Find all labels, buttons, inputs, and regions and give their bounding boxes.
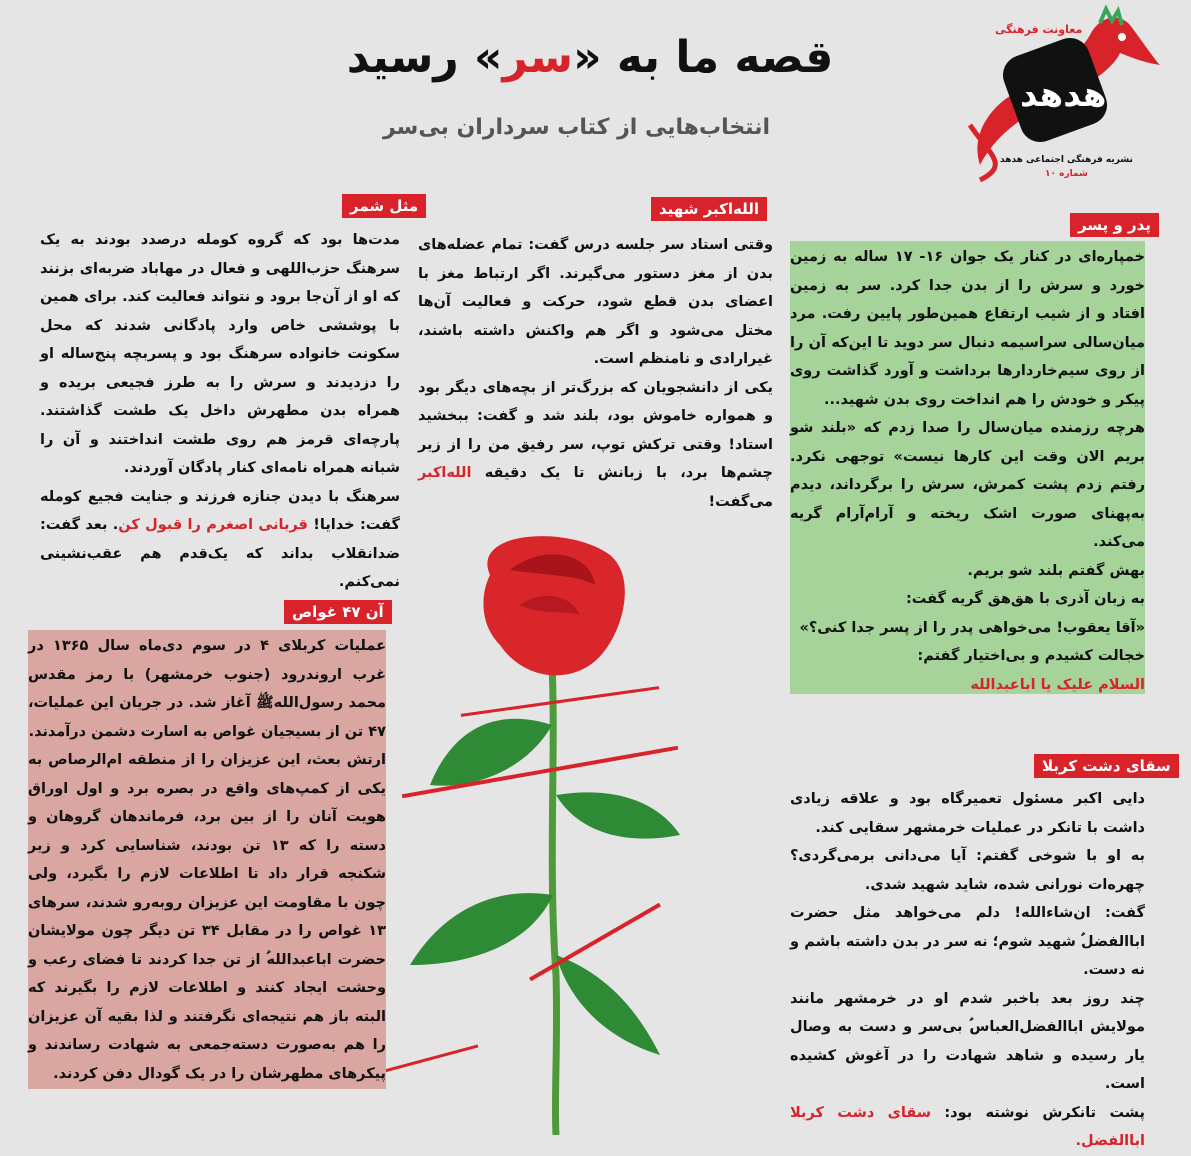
section-body-saqqa [790,785,1145,1156]
paragraph: گفت: ان‌شاءالله! دلم می‌خواهد مثل حضرت اباالفضل‌ؑ شهید شوم؛ نه سر در بدن داشته باشم و نه دست. [790,905,1145,978]
page-subtitle: انتخاب‌هایی از کتاب سرداران بی‌سر [383,115,770,140]
paragraph: السلام علیک یا اباعبدالله [970,676,1145,693]
paragraph: وقتی استاد سر جلسه درس گفت: تمام عضله‌های بدن از مغز دستور می‌گیرند. اگر ارتباط مغز با اعضای بدن قطع شود، حرکت و فعالیت آن‌ها مختل می‌شود و اگر هم واکنش داشته باشند، غیرارادی و نامنظم است. [418,237,773,367]
paragraph: مدت‌ها بود که گروه کومله درصدد بودند به یک سرهنگ حزب‌اللهی و فعال در مهاباد ضربه‌ای بزنند که او از آن‌جا برود و نتواند فعالیت کند. برای همین با پوششی خاص وارد پادگانی شدند که محل سکونت خانواده سرهنگ بود و پسربچه پنج‌ساله او را دزدیدند و سرش را به طرز فجیعی بریده و همراه بدن مطهرش داخل یک طشت گذاشتند. پارچه‌ای قرمز هم روی طشت انداختند و آن را شبانه همراه نامه‌ای کنار پادگان آوردند. [40,232,400,476]
paragraph: خمپاره‌ای در کنار یک جوان ۱۶- ۱۷ ساله به زمین خورد و سرش را از بدن جدا کرد. سر به زمین افتاد و از شیب ارتفاع همین‌طور پایین رفت. مرد میان‌سالی سراسیمه دنبال سر دوید تا این‌که آن را از روی سیم‌خاردارها برداشت و آورد گذاشت روی پیکر و خودش را هم انداخت روی بدن شهید... [790,249,1145,408]
logo-top-label: معاونت فرهنگی [995,23,1083,36]
logo-brand: هدهد [1020,75,1107,115]
section-heading-shemr: مثل شمر [342,194,426,218]
paragraph: به او با شوخی گفتم: آیا می‌دانی برمی‌گردی؟ چهره‌ات نورانی شده، شاید شهید شدی. [790,848,1145,893]
paragraph: دایی اکبر مسئول تعمیرگاه بود و علاقه زیادی داشت با تانکر در عملیات خرمشهر سقایی کند. [790,791,1145,836]
paragraph: هرچه رزمنده میان‌سال را صدا زدم که «بلند شو بریم الان وقت این کارها نیست» توجهی نکرد. رفتم زدم پشت کمرش، سرش را برگرداند، دیدم به‌پهنای صورت اشک ریخته و آرام‌آرام گریه می‌کند. [790,420,1145,550]
paragraph: سرهنگ با دیدن جنازه فرزند و جنایت فجیع کومله گفت: خدایا! قربانی اصغرم را قبول کن. بعد گفت: ضدانقلاب بداند که یک‌قدم هم عقب‌نشینی نمی‌کنم. [40,488,400,590]
paragraph: خجالت کشیدم و بی‌اختیار گفتم: [917,648,1145,664]
paragraph: پشت تانکرش نوشته بود: سقای دشت کربلا اباالفضل. [790,1104,1145,1149]
paragraph: بهش گفتم بلند شو بریم. [967,562,1145,579]
section-heading-allahoakbar: الله‌اکبر شهید [651,197,767,221]
paragraph: یکی از دانشجویان که بزرگ‌تر از بچه‌های دیگر بود و همواره خاموش بود، بلند شد و گفت: ببخشید استاد! وقتی ترکش توپ، سر رفیق من را از زیر چشم‌ها برد، با زبانش تا یک دقیقه الله‌اکبر می‌گفت! [418,379,773,510]
paragraph: عملیات کربلای ۴ در سوم دی‌ماه سال ۱۳۶۵ در غرب اروندرود (جنوب خرمشهر) با رمز مقدس محمد رسول‌الله‌ﷺ آغاز شد. در جریان این عملیات، ۴۷ تن از بسیجیان غواص به اسارت دشمن درآمدند. [28,638,386,740]
section-body-shemr [40,226,400,597]
paragraph: «آقا یعقوب! می‌خواهی پدر را از پسر جدا کنی؟» [799,619,1145,636]
logo-caption: نشریه فرهنگی اجتماعی هدهد [1000,155,1133,165]
page-title: قصه ما به «سر» رسید [346,32,834,83]
section-heading-saqqa: سقای دشت کربلا [1034,754,1179,778]
section-heading-ghavas: آن ۴۷ غواص [284,600,392,624]
rose-illustration [370,535,690,1135]
section-body-pedar [790,241,1145,694]
section-heading-pedar: پدر و پسر [1070,213,1159,237]
paragraph: چند روز بعد باخبر شدم او در خرمشهر مانند مولایش اباالفضل‌العباس‌ؑ بی‌سر و دست به وصال یار رسیده و شاهد شهادت را در آغوش کشیده است. [790,990,1145,1092]
paragraph: ارتش بعث، این عزیزان را از منطقه ام‌الرصاص به یکی از کمپ‌های واقع در بصره برد و اول اوراق هویت آنان را از بین برد، فرماندهان گروهان و دسته را که ۱۳ تن بودند، شناسایی کرد و زیر شکنجه قرار داد تا اطلاعات لازم را بگیرد، ولی چون با مقاومت این عزیزان روبه‌رو شدند، سرهای ۱۳ غواص را در مقابل ۳۴ تن دیگر چون مولایشان حضرت اباعبدالله‌ؑ از تن جدا کردند تا فضای رعب و وحشت ایجاد کنند و اطلاعات لازم را بگیرند که البته باز هم نتیجه‌ای نگرفتند و لذا بقیه آن عزیزان را هم به‌صورت دسته‌جمعی به شهادت رساندند و پیکرهای مطهرشان را در یک گودال دفن کردند. [28,752,386,1082]
section-body-allahoakbar [418,231,773,516]
section-body-ghavas [28,630,386,1089]
paragraph: به زبان آذری با هق‌هق گریه گفت: [905,591,1145,607]
hodhod-logo [950,5,1165,190]
logo-issue: شماره ۱۰ [1045,169,1088,179]
